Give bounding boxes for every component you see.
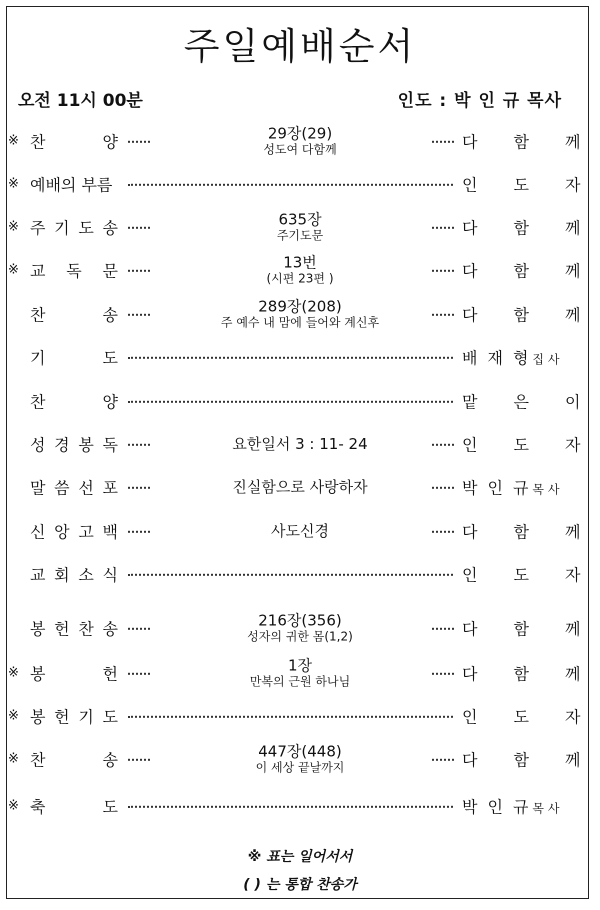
service-item-person — [462, 390, 581, 413]
label-char: 도 — [102, 707, 118, 727]
standing-mark: ※ — [8, 219, 19, 235]
detail-main: 13번 — [283, 253, 317, 272]
label-char: 송 — [102, 750, 118, 770]
service-row — [0, 554, 600, 594]
detail-main: 29장(29) — [267, 124, 333, 143]
label-char: 기 — [54, 218, 70, 238]
person-char: 인 — [462, 175, 478, 195]
service-item-detail — [130, 298, 470, 331]
service-item-label — [30, 259, 118, 282]
dot-leader — [432, 628, 454, 630]
detail-sub: 주 예수 내 맘에 들어와 계신후 — [220, 315, 380, 330]
label-char: 앙 — [54, 522, 70, 542]
service-row — [0, 511, 600, 551]
service-row — [0, 294, 600, 334]
service-item-person — [462, 303, 581, 326]
service-row — [0, 653, 600, 693]
service-row — [0, 424, 600, 464]
service-item-label — [30, 705, 118, 728]
dot-leader — [432, 487, 454, 489]
service-row — [0, 608, 600, 648]
label-char: 봉 — [78, 435, 94, 455]
label-char: 교 — [30, 261, 46, 281]
service-leader: 인도 : 박 인 규 목사 — [397, 91, 562, 111]
standing-mark: ※ — [8, 133, 19, 149]
person-char: 께 — [564, 261, 581, 281]
person-char: 이 — [564, 392, 581, 412]
service-item-person — [462, 476, 576, 499]
person-char: 께 — [564, 664, 581, 684]
service-item-person — [462, 520, 581, 543]
service-item-label — [30, 433, 118, 456]
person-char: 함 — [513, 218, 529, 238]
dot-leader — [432, 444, 454, 446]
person-char: 께 — [564, 750, 581, 770]
service-item-person — [462, 433, 581, 456]
service-item-label — [30, 130, 118, 153]
dot-leader — [432, 314, 454, 316]
person-char: 다 — [462, 522, 478, 542]
service-item-label — [30, 795, 118, 818]
label-char: 예배의 부름 — [30, 175, 113, 195]
person-char: 다 — [462, 750, 478, 770]
dot-leader — [432, 141, 454, 143]
person-char: 도 — [513, 175, 529, 195]
standing-mark: ※ — [8, 751, 19, 767]
person-char: 께 — [564, 132, 581, 152]
label-char: 찬 — [30, 132, 46, 152]
person-char: 함 — [513, 522, 529, 542]
service-item-label — [30, 748, 118, 771]
service-row — [0, 121, 600, 161]
label-char: 찬 — [30, 305, 46, 325]
label-char: 도 — [102, 348, 118, 368]
person-char: 다 — [462, 261, 478, 281]
label-char: 헌 — [102, 664, 118, 684]
label-char: 송 — [102, 619, 118, 639]
service-item-person — [462, 795, 576, 818]
person-char: 규 — [512, 797, 529, 817]
label-char: 회 — [54, 565, 70, 585]
person-char: 인 — [487, 797, 503, 817]
service-item-detail — [130, 478, 470, 496]
service-item-label — [30, 303, 118, 326]
person-title: 집 사 — [532, 352, 560, 367]
label-char: 기 — [78, 707, 94, 727]
person-char: 함 — [513, 305, 529, 325]
service-item-person — [462, 705, 581, 728]
service-item-person — [462, 216, 581, 239]
detail-main: 289장(208) — [258, 297, 342, 316]
label-char: 양 — [102, 132, 118, 152]
service-item-detail — [130, 211, 470, 244]
person-char: 은 — [513, 392, 529, 412]
label-char: 기 — [30, 348, 46, 368]
service-row — [0, 696, 600, 736]
person-char: 함 — [513, 750, 529, 770]
label-char: 헌 — [54, 619, 70, 639]
person-char: 재 — [487, 348, 503, 368]
service-item-person — [462, 563, 581, 586]
person-char: 박 — [462, 478, 478, 498]
service-row — [0, 337, 600, 377]
person-char: 인 — [462, 707, 478, 727]
dot-leader — [128, 184, 453, 186]
service-item-label — [30, 173, 118, 196]
person-char: 께 — [564, 218, 581, 238]
label-char: 찬 — [30, 392, 46, 412]
page-title: 주일예배순서 — [183, 25, 417, 68]
service-item-detail — [130, 125, 470, 158]
person-char: 다 — [462, 619, 478, 639]
detail-sub: 이 세상 끝날까지 — [255, 760, 345, 775]
person-char: 다 — [462, 218, 478, 238]
detail-sub: 만복의 근원 하나님 — [249, 674, 351, 689]
label-char: 포 — [102, 478, 118, 498]
dot-leader — [128, 574, 453, 576]
label-char: 소 — [78, 565, 94, 585]
person-char: 도 — [513, 565, 529, 585]
service-row — [0, 786, 600, 826]
label-char: 봉 — [30, 664, 46, 684]
service-item-label — [30, 346, 118, 369]
service-item-label — [30, 563, 118, 586]
label-char: 송 — [102, 305, 118, 325]
label-char: 식 — [102, 565, 118, 585]
detail-main: 진실함으로 사랑하자 — [232, 478, 368, 496]
label-char: 송 — [102, 218, 118, 238]
person-char: 다 — [462, 664, 478, 684]
label-char: 축 — [30, 797, 46, 817]
service-item-label — [30, 476, 118, 499]
dot-leader — [128, 357, 453, 359]
person-char: 도 — [513, 435, 529, 455]
service-item-person — [462, 617, 581, 640]
label-char: 경 — [54, 435, 70, 455]
label-char: 독 — [66, 261, 82, 281]
standing-mark: ※ — [8, 176, 19, 192]
label-char: 헌 — [54, 707, 70, 727]
label-char: 주 — [30, 218, 46, 238]
service-item-detail — [130, 254, 470, 287]
footer-note-standing: ※ 표는 일어서서 — [247, 849, 353, 865]
service-item-person — [462, 130, 581, 153]
detail-main: 요한일서 3 : 11- 24 — [232, 435, 368, 453]
person-char: 다 — [462, 132, 478, 152]
service-item-person — [462, 259, 581, 282]
person-title: 목 사 — [532, 801, 560, 816]
label-char: 말 — [30, 478, 46, 498]
service-row — [0, 739, 600, 779]
person-char: 께 — [564, 305, 581, 325]
label-char: 백 — [102, 522, 118, 542]
service-row — [0, 164, 600, 204]
service-item-person — [462, 346, 576, 369]
service-item-detail — [130, 522, 470, 540]
detail-main: 사도신경 — [271, 522, 329, 540]
dot-leader — [432, 531, 454, 533]
standing-mark: ※ — [8, 262, 19, 278]
person-char: 함 — [513, 619, 529, 639]
person-char: 형 — [512, 348, 529, 368]
service-row — [0, 207, 600, 247]
label-char: 교 — [30, 565, 46, 585]
label-char: 봉 — [30, 707, 46, 727]
detail-sub: 성도여 다함께 — [263, 142, 337, 157]
detail-main: 1장 — [287, 656, 313, 675]
label-char: 봉 — [30, 619, 46, 639]
person-char: 맡 — [462, 392, 478, 412]
dot-leader — [432, 227, 454, 229]
standing-mark: ※ — [8, 665, 19, 681]
service-time: 오전 11시 00분 — [18, 91, 143, 111]
service-item-detail — [130, 435, 470, 453]
label-char: 도 — [102, 797, 118, 817]
dot-leader — [128, 401, 453, 403]
service-item-detail — [130, 612, 470, 645]
person-char: 함 — [513, 132, 529, 152]
service-row — [0, 381, 600, 421]
service-item-label — [30, 662, 118, 685]
detail-sub: (시편 23편 ) — [266, 271, 334, 286]
dot-leader — [432, 270, 454, 272]
service-item-person — [462, 173, 581, 196]
person-char: 도 — [513, 707, 529, 727]
person-char: 께 — [564, 522, 581, 542]
person-char: 인 — [462, 565, 478, 585]
person-char: 자 — [564, 707, 581, 727]
dot-leader — [432, 759, 454, 761]
person-char: 자 — [564, 565, 581, 585]
service-item-detail — [130, 743, 470, 776]
service-item-label — [30, 520, 118, 543]
label-char: 고 — [78, 522, 94, 542]
label-char: 씀 — [54, 478, 70, 498]
label-char: 성 — [30, 435, 46, 455]
person-char: 다 — [462, 305, 478, 325]
person-title: 목 사 — [532, 482, 560, 497]
service-item-label — [30, 216, 118, 239]
service-item-person — [462, 662, 581, 685]
person-char: 자 — [564, 175, 581, 195]
detail-sub: 성자의 귀한 몸(1,2) — [247, 629, 353, 644]
standing-mark: ※ — [8, 798, 19, 814]
detail-sub: 주기도문 — [276, 228, 324, 243]
label-char: 찬 — [78, 619, 94, 639]
service-row — [0, 250, 600, 290]
detail-main: 635장 — [278, 210, 322, 229]
label-char: 선 — [78, 478, 94, 498]
label-char: 도 — [78, 218, 94, 238]
service-item-label — [30, 617, 118, 640]
person-char: 배 — [462, 348, 478, 368]
person-char: 함 — [513, 664, 529, 684]
label-char: 찬 — [30, 750, 46, 770]
footer-note-hymnal: ( ) 는 통합 찬송가 — [243, 877, 357, 893]
service-item-person — [462, 748, 581, 771]
service-item-label — [30, 390, 118, 413]
dot-leader — [128, 716, 453, 718]
label-char: 문 — [102, 261, 118, 281]
service-row — [0, 467, 600, 507]
person-char: 규 — [512, 478, 529, 498]
label-char: 신 — [30, 522, 46, 542]
person-char: 자 — [564, 435, 581, 455]
person-char: 인 — [462, 435, 478, 455]
standing-mark: ※ — [8, 708, 19, 724]
dot-leader — [128, 806, 453, 808]
person-char: 함 — [513, 261, 529, 281]
label-char: 독 — [102, 435, 118, 455]
person-char: 인 — [487, 478, 503, 498]
person-char: 께 — [564, 619, 581, 639]
service-item-detail — [130, 657, 470, 690]
detail-main: 447장(448) — [258, 742, 342, 761]
detail-main: 216장(356) — [258, 611, 342, 630]
person-char: 박 — [462, 797, 478, 817]
label-char: 양 — [102, 392, 118, 412]
dot-leader — [432, 673, 454, 675]
